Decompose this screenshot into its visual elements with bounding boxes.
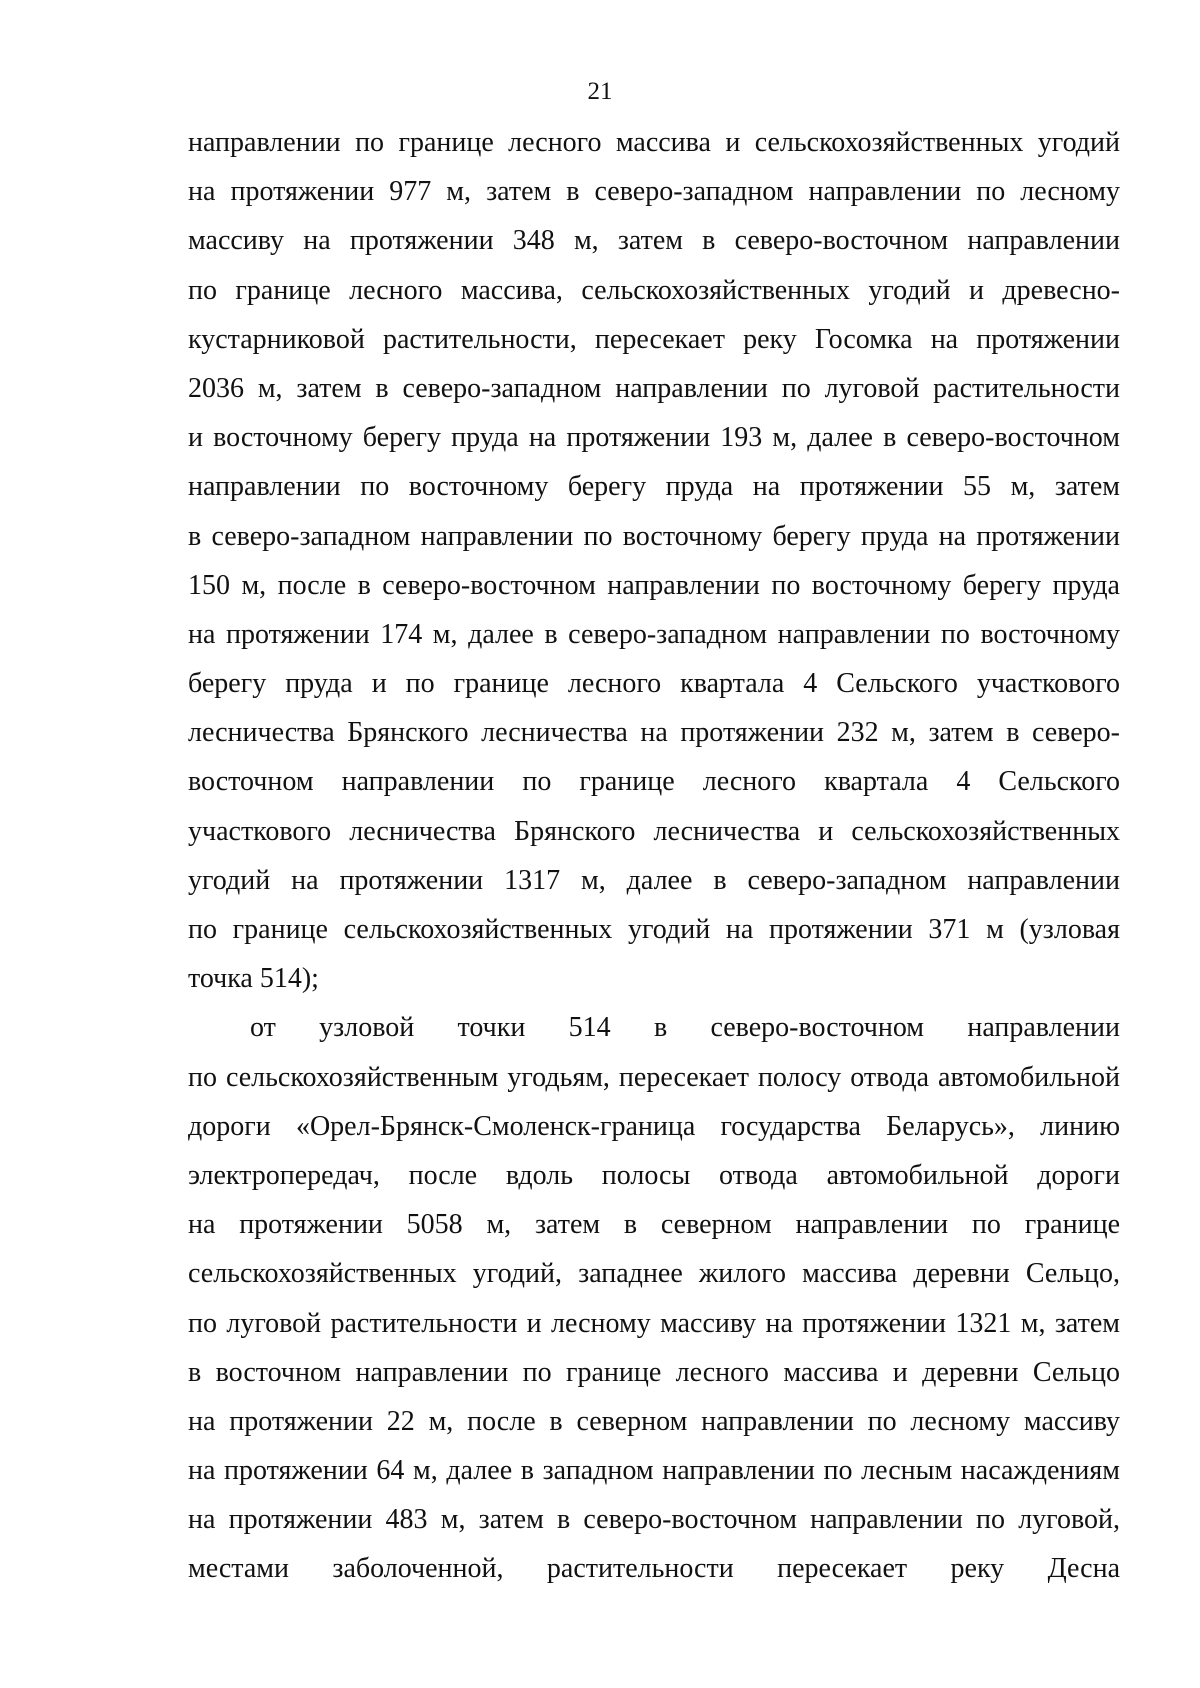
text-line: на протяжении 64 м, далее в западном направлении по лесным насаждениям	[188, 1455, 1120, 1487]
text-line: направлении по восточному берегу пруда на протяжении 55 м, затем	[188, 471, 1120, 503]
text-line: на протяжении 174 м, далее в северо-западном направлении по восточному	[188, 618, 1120, 650]
text-line: по границе сельскохозяйственных угодий на протяжении 371 м (узловая	[188, 914, 1120, 945]
document-body	[188, 118, 1120, 1594]
text-line: сельскохозяйственных угодий, западнее жилого массива деревни Сельцо,	[188, 1258, 1120, 1290]
text-line: по сельскохозяйственным угодьям, пересекает полосу отвода автомобильной	[188, 1061, 1120, 1093]
text-line: направлении по границе лесного массива и сельскохозяйственных угодий	[188, 127, 1120, 158]
text-line: и восточному берегу пруда на протяжении 193 м, далее в северо-восточном	[188, 422, 1120, 454]
text-line: по луговой растительности и лесному массиву на протяжении 1321 м, затем	[188, 1307, 1120, 1339]
paragraph-end-line: точка 514);	[188, 963, 319, 995]
text-line: местами заболоченной, растительности пересекает реку Десна	[188, 1553, 1120, 1585]
text-line: берегу пруда и по границе лесного квартала 4 Сельского участкового	[188, 668, 1120, 700]
text-line: по границе лесного массива, сельскохозяйственных угодий и древесно-	[188, 274, 1120, 306]
text-line: 150 м, после в северо-восточном направлении по восточному берегу пруда	[188, 569, 1120, 601]
text-line: массиву на протяжении 348 м, затем в северо-восточном направлении	[188, 225, 1120, 257]
text-line: кустарниковой растительности, пересекает реку Госомка на протяжении	[188, 323, 1120, 355]
page-number: 21	[587, 78, 613, 105]
text-line: на протяжении 977 м, затем в северо-западном направлении по лесному	[188, 176, 1120, 208]
text-line: лесничества Брянского лесничества на протяжении 232 м, затем в северо-	[188, 717, 1120, 749]
paragraph-start-line: от узловой точки 514 в северо-восточном направлении	[250, 1012, 1120, 1044]
text-line: участкового лесничества Брянского лесничества и сельскохозяйственных	[188, 815, 1120, 847]
text-line: угодий на протяжении 1317 м, далее в северо-западном направлении	[188, 864, 1120, 896]
text-line: дороги «Орел-Брянск-Смоленск-граница государства Беларусь», линию	[188, 1110, 1120, 1142]
text-line: в северо-западном направлении по восточному берегу пруда на протяжении	[188, 520, 1120, 552]
text-line: в восточном направлении по границе лесного массива и деревни Сельцо	[188, 1356, 1120, 1388]
text-line: 2036 м, затем в северо-западном направлении по луговой растительности	[188, 372, 1120, 404]
text-line: на протяжении 22 м, после в северном направлении по лесному массиву	[188, 1405, 1120, 1437]
text-line: восточном направлении по границе лесного квартала 4 Сельского	[188, 766, 1120, 798]
text-line: на протяжении 483 м, затем в северо-восточном направлении по луговой,	[188, 1504, 1120, 1536]
text-line: электропередач, после вдоль полосы отвода автомобильной дороги	[188, 1159, 1120, 1191]
text-line: на протяжении 5058 м, затем в северном направлении по границе	[188, 1209, 1120, 1241]
